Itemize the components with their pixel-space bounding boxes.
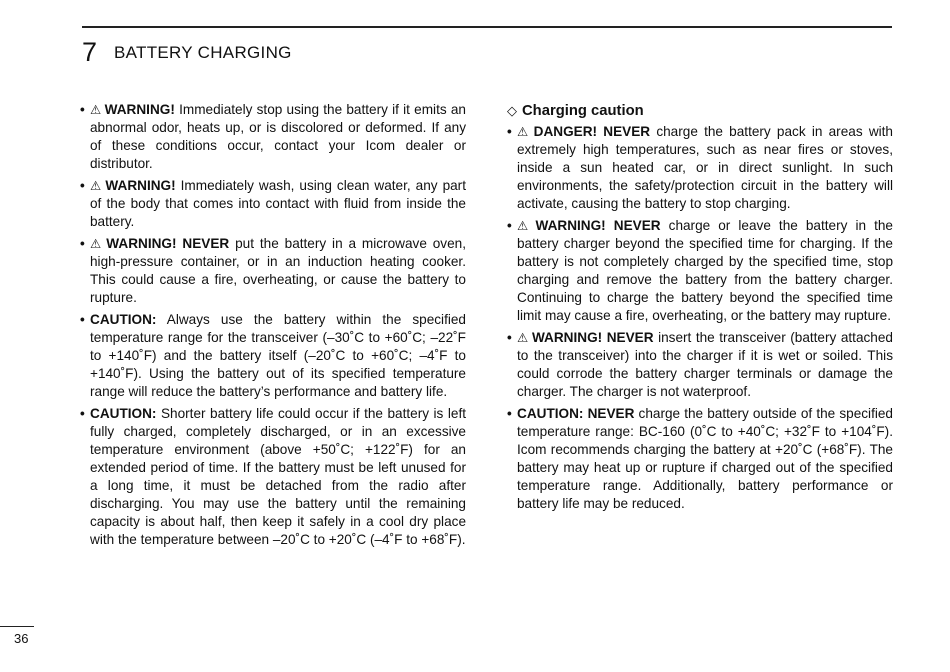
item-text: charge the battery pack in areas with extremely high temperatures, such as near fires or stoves, inside a sun heated car, or in direct sunlight. In such environments, the safety/protection circuit in the battery will activate, causing the battery to stop charging.	[517, 124, 893, 211]
header-rule	[82, 26, 892, 28]
section-heading-text: Charging caution	[522, 103, 644, 119]
list-item: • CAUTION: Shorter battery life could occur if the battery is left fully charged, completely discharged, or in an excessive temperature environment (above +50˚C; +122˚F) for an extended period of time. If the battery must be left unused for a long time, it must be detached from the radio after discharging. You may use the battery until the remaining capacity is about half, then keep it safely in a cool dry place with the temperature between –20˚C to +20˚C (–4˚F to +68˚F).	[80, 406, 466, 547]
item-label: WARNING! NEVER	[535, 218, 661, 233]
list-item: • ⚠ WARNING! NEVER put the battery in a microwave oven, high-pressure container, or in an induction heating cooker. This could cause a fire, overheating, or cause the battery to rupture.	[80, 236, 466, 305]
list-item: • ⚠ WARNING! NEVER insert the transceiver (battery attached to the transceiver) into the charger if it is wet or soiled. This could corrode the battery charger terminals or damage the charger. The charger is not waterproof.	[507, 330, 893, 399]
section-heading	[507, 102, 893, 120]
list-item: • CAUTION: NEVER charge the battery outside of the specified temperature range: BC-160 (0˚C to +40˚C; +32˚F to +104˚F). Icom recommends charging the battery at +20˚C (+68˚F). The battery may heat up or rupture if charged out of the specified temperature range. Additionally, battery performance or battery life may be reduced.	[507, 406, 893, 511]
chapter-title: BATTERY CHARGING	[114, 43, 292, 62]
item-label: CAUTION: NEVER	[517, 406, 635, 421]
list-item: • ⚠ WARNING! Immediately wash, using clean water, any part of the body that comes into contact with fluid from inside the battery.	[80, 178, 466, 229]
item-label: CAUTION:	[90, 406, 157, 421]
list-item: • ⚠ DANGER! NEVER charge the battery pack in areas with extremely high temperatures, such as near fires or stoves, inside a sun heated car, or in direct sunlight. In such environments, the safety/protection circuit in the battery will activate, causing the battery to stop charging.	[507, 124, 893, 211]
diamond-icon: ◇	[507, 103, 517, 118]
chapter-number: 7	[82, 37, 98, 67]
item-label: WARNING!	[104, 102, 175, 117]
item-label: WARNING!	[105, 178, 176, 193]
warning-triangle-icon: ⚠	[517, 219, 533, 233]
left-column	[80, 101, 466, 553]
item-text: charge or leave the battery in the battery charger beyond the specified time for charging. If the battery is not completely charged by the specified time, stop charging and remove the battery from the battery charger. Continuing to charge the battery beyond the specified time limit may cause a fire, overheating, or the battery may rupture.	[517, 218, 893, 323]
item-label: WARNING! NEVER	[106, 236, 230, 251]
warning-triangle-icon: ⚠	[90, 179, 103, 193]
item-label: DANGER! NEVER	[533, 124, 651, 139]
item-label: WARNING! NEVER	[531, 330, 654, 345]
item-text: Shorter battery life could occur if the battery is left fully charged, completely discharged, or in an excessive temperature environment (above +50˚C; +122˚F) for an extended period of time. If the battery must be left unused for a long time, it must be detached from the radio after discharging. You may use the battery until the remaining capacity is about half, then keep it safely in a cool dry place with the temperature between –20˚C to +20˚C (–4˚F to +68˚F).	[90, 406, 466, 547]
item-label: CAUTION:	[90, 312, 157, 327]
item-text: Always use the battery within the specified temperature range for the transceiver (–30˚C to +60˚C; –22˚F to +140˚F) and the battery itself (–20˚C to +60˚C; –4˚F to +140˚F). Using the battery out of its specified temperature range will reduce the battery’s performance and battery life.	[90, 312, 466, 399]
item-text: insert the transceiver (battery attached to the transceiver) into the charger if it is wet or soiled. This could corrode the battery charger terminals or damage the charger. The charger is not waterproof.	[517, 330, 893, 399]
warning-triangle-icon: ⚠	[90, 103, 102, 117]
item-text: charge the battery outside of the specified temperature range: BC-160 (0˚C to +40˚C; +32˚F to +104˚F). Icom recommends charging the battery at +20˚C (+68˚F). The battery may heat up or rupture if charged out of the specified temperature range. Additionally, battery performance or battery life may be reduced.	[517, 406, 893, 511]
list-item: • CAUTION: Always use the battery within the specified temperature range for the transceiver (–30˚C to +60˚C; –22˚F to +140˚F) and the battery itself (–20˚C to +60˚C; –4˚F to +140˚F). Using the battery out of its specified temperature range will reduce the battery’s performance and battery life.	[80, 312, 466, 399]
warning-triangle-icon: ⚠	[90, 237, 104, 251]
list-item: • ⚠ WARNING! NEVER charge or leave the battery in the battery charger beyond the specified time for charging. If the battery is not completely charged by the specified time, stop charging and remove the battery from the battery charger. Continuing to charge the battery beyond the specified time limit may cause a fire, overheating, or the battery may rupture.	[507, 218, 893, 323]
warning-triangle-icon: ⚠	[517, 125, 531, 139]
item-text: Immediately wash, using clean water, any part of the body that comes into contact with fluid from inside the battery.	[90, 178, 466, 229]
right-column	[507, 101, 893, 517]
footer-rule	[0, 626, 34, 627]
warning-triangle-icon: ⚠	[517, 331, 529, 345]
item-text: put the battery in a microwave oven, high-pressure container, or in an induction heating cooker. This could cause a fire, overheating, or cause the battery to rupture.	[90, 236, 466, 305]
list-item: • ⚠ WARNING! Immediately stop using the battery if it emits an abnormal odor, heats up, or is discolored or deformed. If any of these conditions occur, contact your Icom dealer or distributor.	[80, 102, 466, 171]
item-text: Immediately stop using the battery if it emits an abnormal odor, heats up, or is discolored or deformed. If any of these conditions occur, contact your Icom dealer or distributor.	[90, 102, 466, 171]
page-number: 36	[14, 631, 29, 646]
